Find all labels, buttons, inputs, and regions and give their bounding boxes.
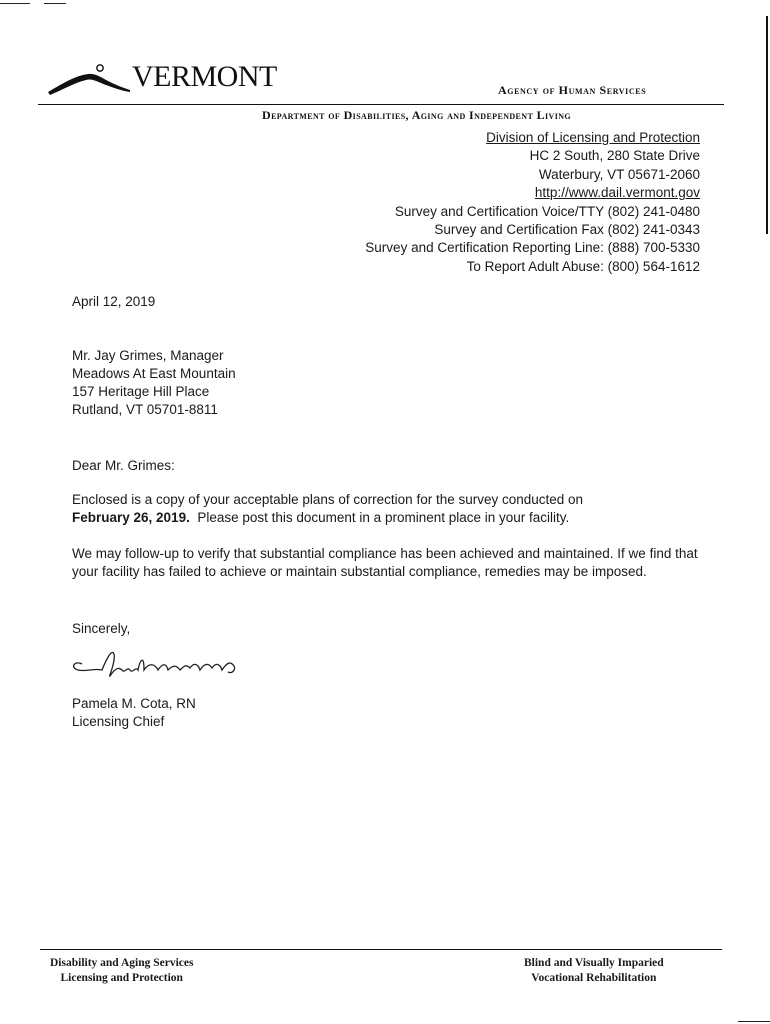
margin-rule — [766, 16, 768, 234]
signer-block — [72, 695, 196, 731]
header-divider — [38, 104, 724, 105]
survey-date: February 26, 2019. — [72, 510, 190, 525]
recipient-name: Mr. Jay Grimes, Manager — [72, 348, 224, 363]
department-name: Department of Disabilities, Aging and Independent Living — [262, 108, 572, 122]
footer-right-line: Blind and Visually Imparied — [524, 957, 664, 969]
paragraph-1-text: Enclosed is a copy of your acceptable plans of correction for the survey conducted on — [72, 492, 584, 507]
paragraph-1 — [72, 491, 712, 527]
recipient-city: Rutland, VT 05701-8811 — [72, 402, 218, 417]
abuse-line: To Report Adult Abuse: (800) 564-1612 — [466, 258, 700, 274]
footer-left — [50, 956, 193, 986]
corner-rule — [0, 3, 30, 4]
footer-left-line: Disability and Aging Services — [50, 957, 194, 969]
address-line: Waterbury, VT 05671-2060 — [538, 166, 700, 182]
logo-wordmark: VERMONT — [132, 60, 277, 93]
address-line: HC 2 South, 280 State Drive — [529, 148, 700, 164]
fax-line: Survey and Certification Fax (802) 241-0343 — [434, 222, 700, 238]
paragraph-1-text: Please post this document in a prominent place in your facility. — [189, 510, 570, 525]
salutation: Dear Mr. Grimes: — [72, 458, 175, 473]
division-name: Division of Licensing and Protection — [486, 130, 700, 145]
agency-name: Agency of Human Services — [498, 83, 647, 97]
signature-image — [68, 640, 248, 686]
recipient-address — [72, 347, 236, 419]
footer-divider — [40, 949, 722, 950]
recipient-street: 157 Heritage Hill Place — [72, 384, 210, 399]
letter-date: April 12, 2019 — [72, 294, 156, 309]
reporting-line: Survey and Certification Reporting Line: (888) 700-5330 — [365, 240, 700, 256]
footer-right — [524, 956, 664, 986]
signer-name: Pamela M. Cota, RN — [72, 696, 196, 711]
signer-title: Licensing Chief — [72, 714, 165, 729]
closing: Sincerely, — [72, 621, 131, 636]
footer-right-line: Vocational Rehabilitation — [531, 972, 657, 984]
corner-rule — [738, 1021, 770, 1022]
footer-left-line: Licensing and Protection — [60, 972, 183, 984]
contact-block — [365, 129, 700, 276]
website-link[interactable]: http://www.dail.vermont.gov — [534, 185, 700, 201]
paragraph-2: We may follow-up to verify that substantial compliance has been achieved and maintained. If we find that your facility has failed to achieve or maintain substantial compliance, remedies may be imposed. — [72, 546, 698, 579]
corner-rule — [44, 3, 66, 4]
recipient-facility: Meadows At East Mountain — [72, 366, 236, 381]
voice-tty-line: Survey and Certification Voice/TTY (802) 241-0480 — [394, 203, 700, 219]
